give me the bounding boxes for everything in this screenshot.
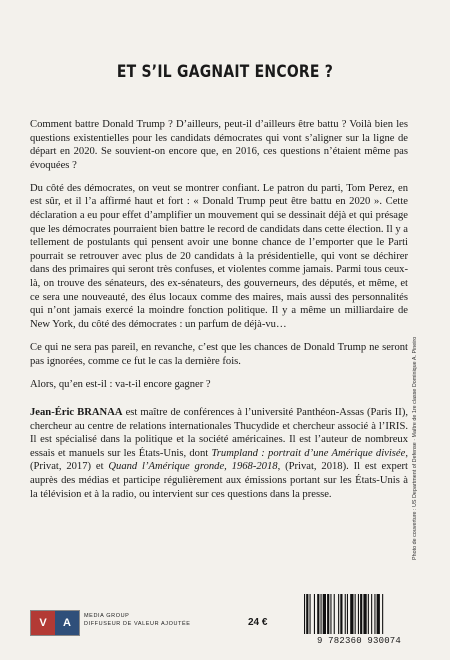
barcode-bar	[345, 594, 346, 634]
blurb	[30, 118, 408, 401]
book-title: Trumpland : portrait d’une Amérique divisée	[211, 447, 406, 459]
bio-text: , (Privat, 2017) et	[30, 447, 408, 473]
barcode-bar	[382, 594, 383, 634]
barcode-bar	[368, 594, 369, 634]
barcode-bar	[350, 594, 353, 634]
barcode-bar	[340, 594, 342, 634]
barcode-bar	[347, 594, 348, 634]
barcode-bar	[363, 594, 366, 634]
blurb-paragraph: Ce qui ne sera pas pareil, en revanche, c’est que les chances de Donald Trump ne seront pas ignorées, comme ce fut le cas la dernière fois.	[30, 341, 408, 367]
barcode-bar	[317, 594, 319, 634]
barcode-bar	[358, 594, 359, 634]
publisher-logo	[30, 610, 80, 636]
author-name: Jean-Éric BRANAA	[30, 407, 123, 418]
blurb-paragraph: Du côté des démocrates, on veut se montrer confiant. Le patron du parti, Tom Perez, en est sûr, et il l’a affirmé haut et fort : « Donald Trump peut être battu en 2020 ». Cette déclaration a eu pour effet d’amplifier un mouvement qui se dessinait déjà et qui présage que les démocrates pourraient bien battre le record de candidats dans cette élection. Il y a tellement de postulants qui pensent avoir une bonne chance de l’emporter que le Parti pourrait se retrouver avec plus de 20 candidats à la présidentielle, qui vont se déchirer dans des primaires qui seront très confuses, et violentes comme jamais. Parmi tous ceux-là, on trouve des sénateurs, des ex-sénateurs, des gouverneurs, des députés, et même, et ce sera une nouveauté, des élus locaux comme des maires, mais aussi des personnalités qui n’ont jamais exercé la moindre fonction politique. Il y a même un milliardaire de New York, du côté des démocrates : un parfum de déjà-vu…	[30, 182, 408, 330]
barcode-bar	[334, 594, 335, 634]
barcode-bar	[327, 594, 329, 634]
logo-letter: V	[31, 611, 55, 635]
isbn-number: 9 782360 930074	[316, 636, 401, 646]
book-title: Quand l’Amérique gronde, 1968-2018	[108, 461, 278, 473]
logo-letter: A	[55, 611, 79, 635]
barcode-bar	[330, 594, 331, 634]
bio-text: , (Privat, 2018). Il est expert auprès des médias et participe régulièrement aux émissions portant sur les États-Unis à la télévision et à la radio, ou intervient sur ces questions dans la presse.	[30, 461, 408, 500]
photo-credit: Photo de couverture : US Department of Defense · Maître de 1re classe Dominique A. Pineiro	[412, 336, 418, 560]
price: 24 €	[248, 617, 268, 628]
barcode-bar	[355, 594, 356, 634]
cover-title: ET S’IL GAGNAIT ENCORE ?	[116, 62, 334, 82]
author-bio	[30, 406, 408, 501]
publisher-line: MEDIA GROUP	[84, 613, 130, 619]
barcode-bar	[374, 594, 375, 634]
barcode-bar	[321, 594, 322, 634]
publisher-line: DIFFUSEUR DE VALEUR AJOUTÉE	[84, 621, 191, 627]
barcode-bar	[306, 594, 308, 634]
barcode-bar	[310, 594, 311, 634]
blurb-paragraph: Alors, qu’en est-il : va-t-il encore gagner ?	[30, 378, 211, 390]
barcode-bar	[304, 594, 305, 634]
barcode-bar	[360, 594, 362, 634]
barcode-bar	[314, 594, 315, 634]
bio-text: est maître de conférences à l’université Panthéon-Assas (Paris II), chercheur au centre de relations internationales Thucydide et chercheur associé à l’IRIS. Il est spécialisé dans la politique et la société américaines. Il est l’auteur de nombreux essais et manuels sur les États-Unis, dont	[30, 407, 408, 459]
publisher-name	[84, 612, 191, 628]
barcode-bar	[377, 594, 380, 634]
blurb-paragraph: Comment battre Donald Trump ? D’ailleurs, peut-il d’ailleurs être battu ? Voilà bien les questions existentielles pour les candidats démocrates qui vont s’aligner sur la ligne de départ en 2020. Se souvient-on encore que, en 2016, ces questions n’étaient même pas évoquées ?	[30, 119, 408, 171]
barcode-bar	[323, 594, 326, 634]
barcode-bar	[338, 594, 339, 634]
barcode-bar	[371, 594, 372, 634]
